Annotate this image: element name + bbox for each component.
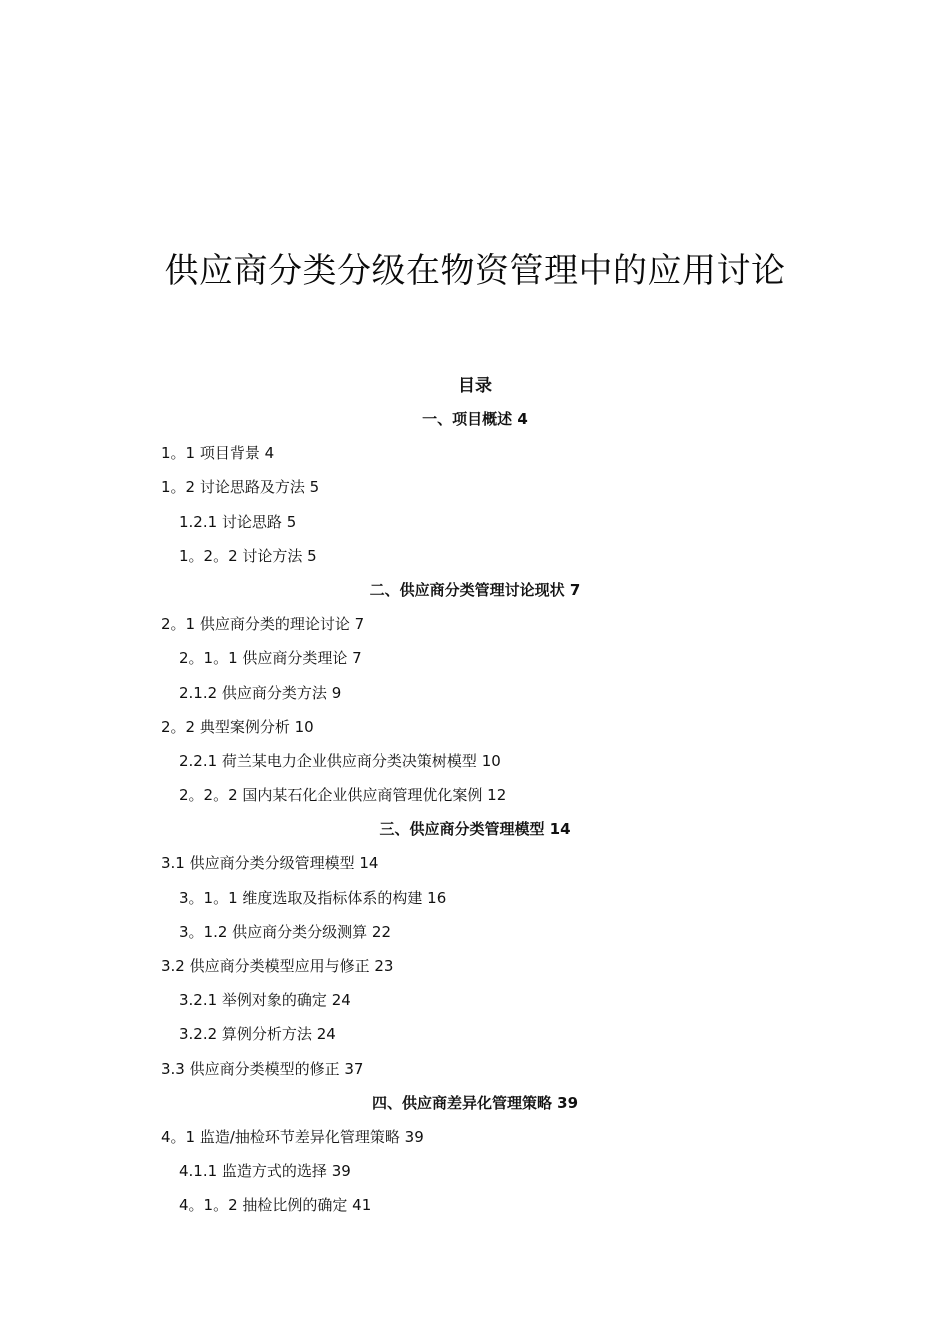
toc-entry-3-2-2[interactable]: 3.2.2 算例分析方法 24 [179, 1025, 336, 1044]
toc-entry-section-3[interactable]: 三、供应商分类管理模型 14 [379, 820, 571, 839]
table-of-contents [0, 370, 950, 1223]
toc-entry-2-1[interactable]: 2。1 供应商分类的理论讨论 7 [161, 615, 365, 634]
toc-entry-section-1[interactable]: 一、项目概述 4 [422, 410, 528, 428]
toc-entry-4-1-2[interactable]: 4。1。2 抽检比例的确定 41 [179, 1196, 372, 1215]
toc-entry-2-2[interactable]: 2。2 典型案例分析 10 [161, 717, 314, 736]
toc-entry-4-1[interactable]: 4。1 监造/抽检环节差异化管理策略 39 [161, 1127, 424, 1146]
toc-entry-3-1-2[interactable]: 3。1.2 供应商分类分级测算 22 [179, 922, 392, 941]
toc-entry-1-2-1[interactable]: 1.2.1 讨论思路 5 [179, 512, 297, 531]
toc-entry-2-1-1[interactable]: 2。1。1 供应商分类理论 7 [179, 649, 362, 668]
toc-entry-4-1-1[interactable]: 4.1.1 监造方式的选择 39 [179, 1162, 351, 1181]
toc-entry-section-4[interactable]: 四、供应商差异化管理策略 39 [371, 1093, 579, 1112]
toc-entry-3-1[interactable]: 3.1 供应商分类分级管理模型 14 [161, 854, 379, 873]
toc-entry-2-2-2[interactable]: 2。2。2 国内某石化企业供应商管理优化案例 12 [179, 786, 507, 805]
toc-entry-3-1-1[interactable]: 3。1。1 维度选取及指标体系的构建 16 [179, 888, 447, 907]
toc-entry-2-2-1[interactable]: 2.2.1 荷兰某电力企业供应商分类决策树模型 10 [179, 751, 501, 770]
toc-entry-3-2[interactable]: 3.2 供应商分类模型应用与修正 23 [161, 957, 394, 975]
toc-entry-3-2-1[interactable]: 3.2.1 举例对象的确定 24 [179, 991, 351, 1010]
toc-entry-section-2[interactable]: 二、供应商分类管理讨论现状 7 [369, 580, 581, 599]
toc-heading: 目录 [458, 376, 492, 396]
toc-entry-1-1[interactable]: 1。1 项目背景 4 [161, 444, 275, 463]
toc-entry-2-1-2[interactable]: 2.1.2 供应商分类方法 9 [179, 683, 342, 702]
toc-entry-1-2-2[interactable]: 1。2。2 讨论方法 5 [179, 546, 317, 565]
toc-entry-1-2[interactable]: 1。2 讨论思路及方法 5 [161, 478, 320, 497]
document-title: 供应商分类分级在物资管理中的应用讨论 [164, 250, 786, 291]
toc-entry-3-3[interactable]: 3.3 供应商分类模型的修正 37 [161, 1059, 364, 1078]
